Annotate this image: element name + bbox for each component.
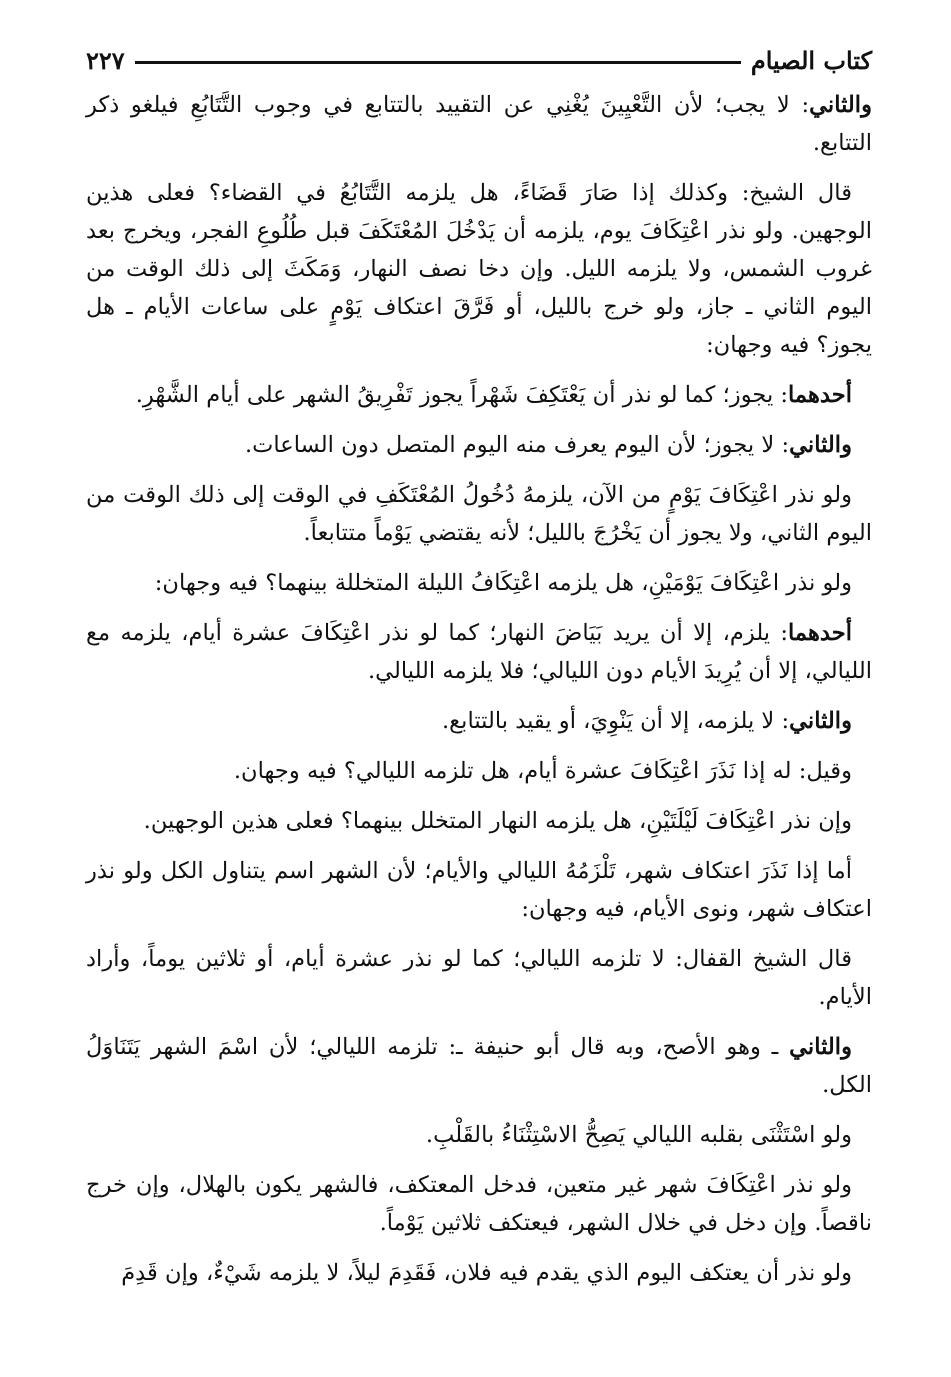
paragraph	[86, 852, 872, 928]
page-number: ٢٢٧	[86, 45, 125, 75]
book-title: كتاب الصيام	[750, 45, 872, 75]
paragraph-lead: أحدهما	[788, 620, 852, 646]
header-rule	[135, 61, 741, 64]
body-text	[86, 86, 872, 1292]
paragraph-lead: والثاني	[789, 432, 852, 458]
paragraph	[86, 1166, 872, 1242]
paragraph	[86, 614, 872, 690]
paragraph	[86, 376, 872, 414]
paragraph-text: : يجوز؛ كما لو نذر أن يَعْتَكِفَ شَهْراً يجوز تَفْرِيقُ الشهر على أيام الشَّهْرِ.	[135, 382, 789, 408]
paragraph-text: قال الشيخ القفال: لا تلزمه الليالي؛ كما لو نذر عشرة أيام، أو ثلاثين يوماً، وأراد الأيام.	[86, 946, 872, 1010]
paragraph-text: ولو نذر اعْتِكَافَ يَوْمٍ من الآن، يلزمهُ دُخُولُ المُعْتَكَفِ في الوقت إلى ذلك الوقت من اليوم الثاني، ولا يجوز أن يَخْرُجَ بالليل؛ لأنه يقتضي يَوْماً متتابعاً.	[86, 482, 872, 546]
paragraph-lead: والثاني	[789, 708, 852, 734]
paragraph	[86, 702, 872, 740]
paragraph-text: ولو نذر أن يعتكف اليوم الذي يقدم فيه فلان، فَقَدِمَ ليلاً، لا يلزمه شَيْءٌ، وإن قَدِمَ	[121, 1260, 852, 1286]
paragraph-text: وقيل: له إذا نَذَرَ اعْتِكَافَ عشرة أيام، هل تلزمه الليالي؟ فيه وجهان.	[233, 758, 852, 784]
paragraph	[86, 1028, 872, 1104]
paragraph-lead: والثاني	[809, 92, 872, 118]
paragraph	[86, 476, 872, 552]
paragraph	[86, 802, 872, 840]
paragraph-text: : لا يجوز؛ لأن اليوم يعرف منه اليوم المتصل دون الساعات.	[244, 432, 790, 458]
paragraph-text: ـ وهو الأصح، وبه قال أبو حنيفة ـ: تلزمه الليالي؛ لأن اسْمَ الشهر يَتَنَاوَلُ الكل.	[86, 1034, 872, 1098]
paragraph	[86, 1116, 872, 1154]
book-page	[86, 40, 872, 1304]
paragraph	[86, 564, 872, 602]
running-header	[86, 40, 872, 80]
paragraph-text: أما إذا نَذَرَ اعتكاف شهر، تَلْزَمُهُ الليالي والأيام؛ لأن الشهر اسم يتناول الكل ولو نذر اعتكاف شهر، ونوى الأيام، فيه وجهان:	[86, 858, 872, 922]
paragraph-text: : لا يجب؛ لأن التَّعْيِينَ يُغْنِي عن التقييد بالتتابع في وجوب التَّتَابُعِ فيلغو ذكر التتابع.	[86, 92, 872, 156]
paragraph-text: : لا يلزمه، إلا أن يَنْوِيَ، أو يقيد بالتتابع.	[441, 708, 790, 734]
paragraph	[86, 174, 872, 364]
paragraph-text: وإن نذر اعْتِكَافَ لَيْلَتَيْنِ، هل يلزمه النهار المتخلل بينهما؟ فعلى هذين الوجهين.	[143, 808, 852, 834]
paragraph-text: ولو نذر اعْتِكَافَ يَوْمَيْنِ، هل يلزمه اعْتِكَافُ الليلة المتخللة بينهما؟ فيه وجهان:	[154, 570, 852, 596]
paragraph-text: قال الشيخ: وكذلك إذا صَارَ قَضَاءً، هل يلزمه التَّتَابُعُ في القضاء؟ فعلى هذين الوجهين. ولو نذر اعْتِكَافَ يوم، يلزمه أن يَدْخُلَ المُعْتَكَفَ قبل طُلُوعِ الفجر، ويخرج بعد غروب الشمس، ولا يلزمه الليل. وإن دخا نصف النهار، وَمَكَثَ إلى ذلك الوقت من اليوم الثاني ـ جاز، ولو خرج بالليل، أو فَرَّقَ اعتكاف يَوْمٍ على ساعات الأيام ـ هل يجوز؟ فيه وجهان:	[86, 180, 872, 358]
paragraph	[86, 752, 872, 790]
paragraph-text: ولو اسْتَثْنَى بقلبه الليالي يَصِحُّ الاسْتِثْنَاءُ بالقَلْبِ.	[425, 1122, 852, 1148]
paragraph	[86, 1254, 872, 1292]
paragraph-text: ولو نذر اعْتِكَافَ شهر غير متعين، فدخل المعتكف، فالشهر يكون بالهلال، وإن خرج ناقصاً. وإن دخل في خلال الشهر، فيعتكف ثلاثين يَوْماً.	[86, 1172, 872, 1236]
paragraph	[86, 426, 872, 464]
paragraph-text: : يلزم، إلا أن يريد بَيَاضَ النهار؛ كما لو نذر اعْتِكَافَ عشرة أيام، يلزمه مع الليالي، إلا أن يُرِيدَ الأيام دون الليالي؛ فلا يلزمه الليالي.	[86, 620, 872, 684]
paragraph	[86, 86, 872, 162]
paragraph-lead: أحدهما	[788, 382, 852, 408]
paragraph-lead: والثاني	[789, 1034, 852, 1060]
paragraph	[86, 940, 872, 1016]
